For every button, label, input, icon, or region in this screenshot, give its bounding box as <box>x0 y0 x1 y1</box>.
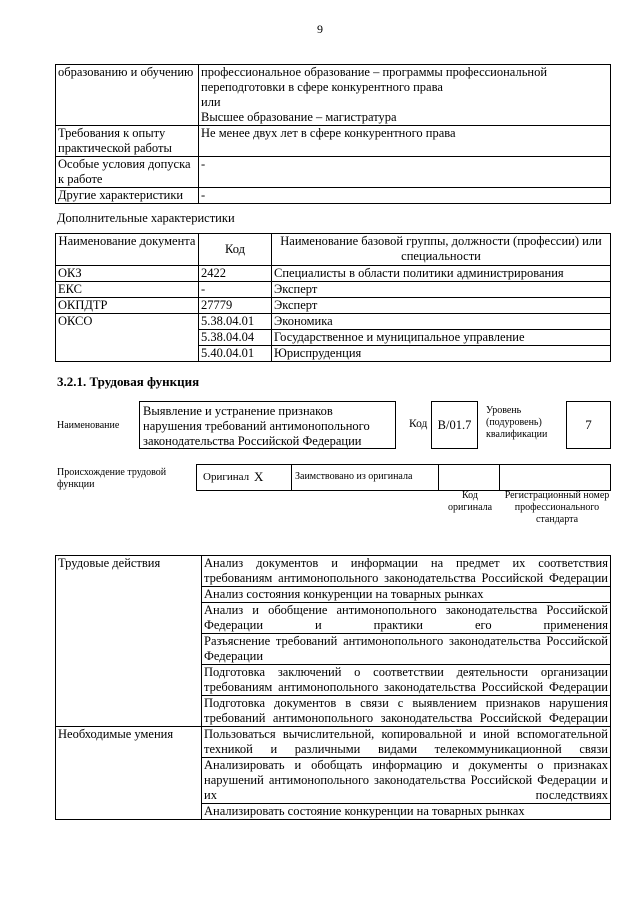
table-row: ЕКС - Эксперт <box>56 282 611 298</box>
additional-title: Дополнительные характеристики <box>57 211 235 225</box>
origin-row <box>196 464 611 491</box>
table-row <box>56 188 611 204</box>
row-value: профессиональное образование – программы профессиональной переподготовки в сфере конкурентного права или Высшее образование – магистратура <box>199 65 611 126</box>
row-label: Другие характеристики <box>56 188 199 204</box>
origin-code-caption: Код оригинала <box>447 490 493 513</box>
origin-label: Происхождение трудовой функции <box>57 467 167 490</box>
table-row: ОКСО 5.38.04.01 Экономика <box>56 314 611 330</box>
reg-number-caption: Регистрационный номер профессионального стандарта <box>504 490 610 525</box>
requirements-table <box>55 64 611 204</box>
table-row: 5.40.04.01 Юриспруденция <box>56 346 611 362</box>
origin-code-cell <box>439 465 500 490</box>
original-cell <box>197 465 292 490</box>
row-value: - <box>199 157 611 188</box>
function-code: B/01.7 <box>437 418 472 432</box>
list-item: Анализ состояния конкуренции на товарных рынках <box>202 587 611 603</box>
table-row: ОКПДТР 27779 Эксперт <box>56 298 611 314</box>
table-row: ОКЗ 2422 Специалисты в области политики администрирования <box>56 266 611 282</box>
level-value: 7 <box>585 417 592 432</box>
additional-table <box>55 233 611 362</box>
function-name-box <box>139 401 396 449</box>
name-label: Наименование <box>57 420 120 431</box>
original-label: Оригинал <box>203 471 250 483</box>
list-item: Анализировать и обобщать информацию и документы о признаках нарушений антимонопольного законодательства Российской Федерации и их последствиях <box>202 758 611 804</box>
level-box <box>566 401 611 449</box>
table-row <box>56 556 611 587</box>
row-value: Не менее двух лет в сфере конкурентного права <box>199 126 611 157</box>
reg-number-cell <box>500 465 610 490</box>
list-item: Анализ документов и информации на предмет их соответствия требованиям антимонопольного законодательства Российской Федерации <box>202 556 611 587</box>
actions-table <box>55 555 611 820</box>
table-row <box>56 727 611 758</box>
original-mark: X <box>254 469 264 484</box>
row-value: - <box>199 188 611 204</box>
list-item: Анализ и обобщение антимонопольного законодательства Российской Федерации и практики его применения <box>202 603 611 634</box>
actions-label: Трудовые действия <box>56 556 202 727</box>
skills-label: Необходимые умения <box>56 727 202 820</box>
list-item: Разъяснение требований антимонопольного законодательства Российской Федерации <box>202 634 611 665</box>
table-row <box>56 157 611 188</box>
table-row <box>56 65 611 126</box>
row-label: образованию и обучению <box>56 65 199 126</box>
list-item: Подготовка заключений о соответствии деятельности организации требованиям антимонопольного законодательства Российской Федерации <box>202 665 611 696</box>
list-item: Пользоваться вычислительной, копировальной и иной вспомогательной техникой и различными видами телекоммуникационной связи <box>202 727 611 758</box>
row-label: Требования к опыту практической работы <box>56 126 199 157</box>
borrowed-cell <box>292 465 439 490</box>
column-header: Наименование документа <box>56 234 199 266</box>
page-number: 9 <box>317 22 323 36</box>
function-name: Выявление и устранение признаков нарушения требований антимонопольного законодательства Российской Федерации <box>143 404 370 448</box>
table-header-row <box>56 234 611 266</box>
level-label: Уровень (подуровень) квалификации <box>486 405 548 440</box>
column-header: Наименование базовой группы, должности (профессии) или специальности <box>272 234 611 266</box>
list-item: Анализировать состояние конкуренции на товарных рынках <box>202 804 611 820</box>
list-item: Подготовка документов в связи с выявлением признаков нарушения требований антимонопольного законодательства Российской Федерации <box>202 696 611 727</box>
borrowed-label: Заимствовано из оригинала <box>295 471 413 482</box>
code-label: Код <box>409 418 428 430</box>
table-row: 5.38.04.04 Государственное и муниципальное управление <box>56 330 611 346</box>
column-header: Код <box>199 234 272 266</box>
row-label: Особые условия допуска к работе <box>56 157 199 188</box>
function-code-box <box>431 401 478 449</box>
table-row <box>56 126 611 157</box>
section-heading: 3.2.1. Трудовая функция <box>57 374 200 389</box>
